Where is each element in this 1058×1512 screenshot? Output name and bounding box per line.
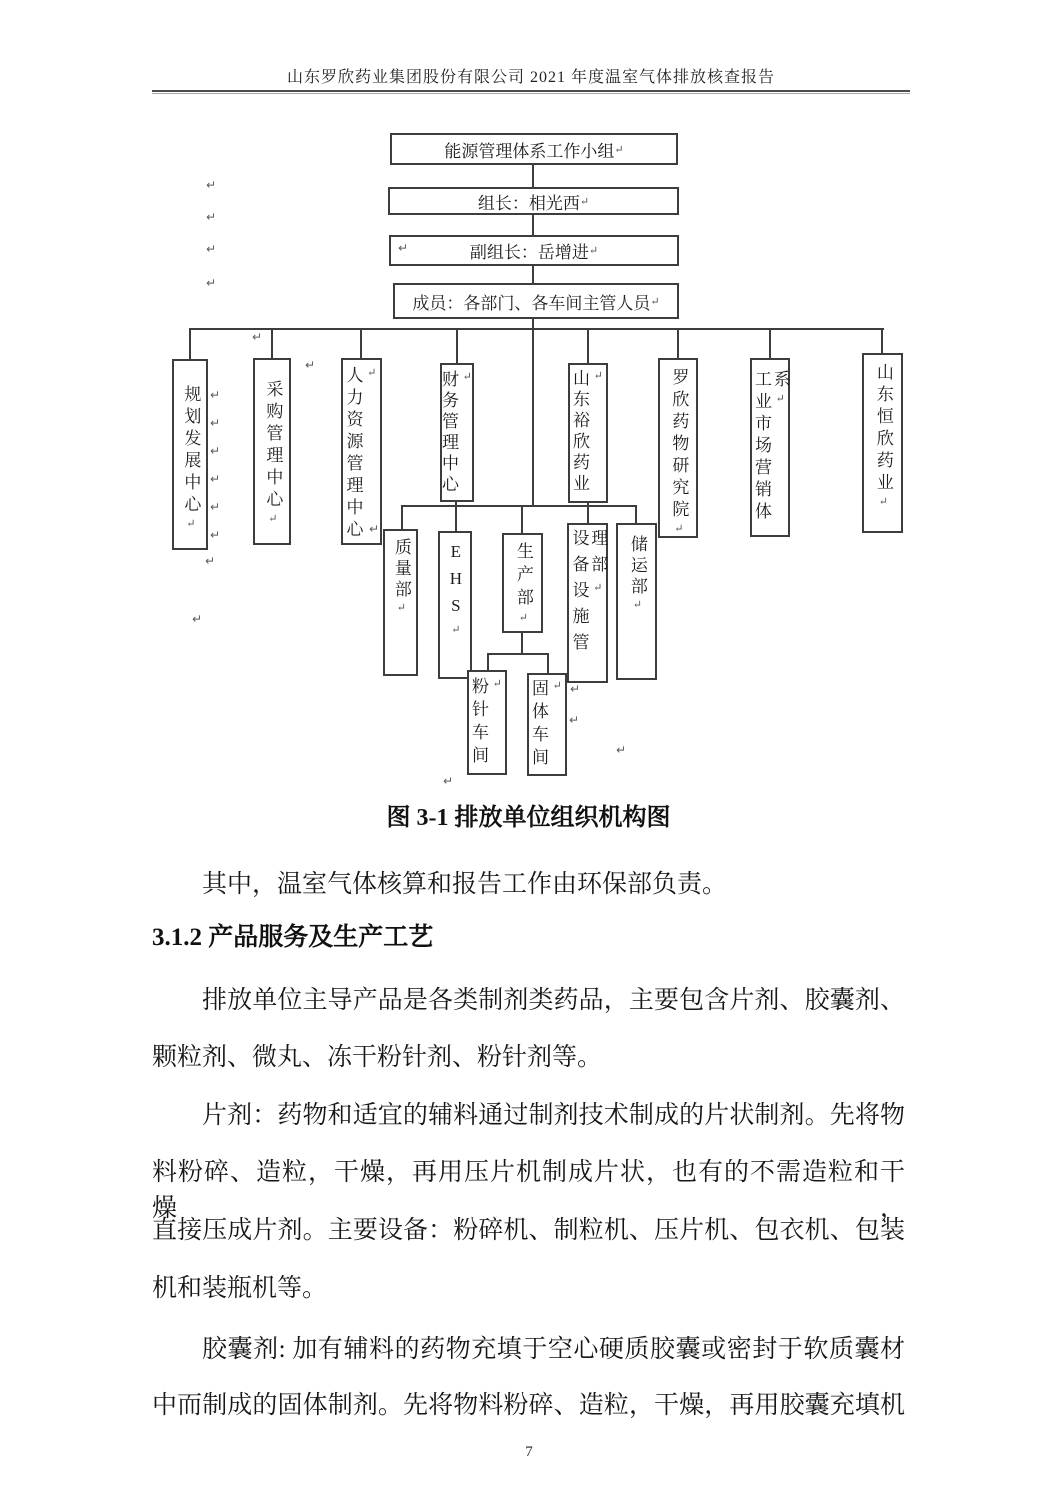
org-box-label: 副组长：岳增进: [469, 243, 589, 262]
paragraph-mark: ↵: [369, 522, 380, 536]
org-box-label: 罗欣药物研究院: [669, 368, 689, 522]
figure-caption: 图 3-1 排放单位组织机构图: [386, 805, 671, 831]
org-box-label: 财务管理中心: [439, 370, 458, 496]
paragraph-mark: ↵: [192, 612, 203, 626]
paragraph-mark: ↵: [616, 743, 627, 757]
paragraph-mark: ↵: [550, 679, 563, 692]
paragraph-mark: ↵: [516, 611, 529, 624]
connector-line: [521, 505, 523, 533]
paragraph-mark: ↵: [206, 276, 217, 290]
org-box-label: 山东裕欣药业: [570, 369, 589, 495]
paragraph-mark: ↵: [184, 517, 197, 530]
connector-line: [189, 328, 191, 359]
org-box-label: 粉针车间: [469, 677, 488, 769]
paragraph-mark: ↵: [876, 495, 889, 508]
paragraph-mark: ↵: [398, 241, 409, 255]
paragraph-mark: ↵: [460, 370, 473, 383]
paragraph-mark: ↵: [206, 178, 217, 192]
connector-line: [547, 653, 549, 673]
org-box-label: 固体车间: [529, 679, 548, 771]
paragraph-mark: ↵: [569, 713, 580, 727]
paragraph-tablets-line4: 机和装瓶机等。: [152, 1275, 328, 1302]
org-box-industrial-marketing: [750, 358, 790, 537]
connector-line: [587, 328, 589, 363]
connector-line: [401, 505, 403, 529]
paragraph-mark: ↵: [206, 242, 217, 256]
org-box-label: 规划发展中心: [181, 385, 201, 517]
paragraph-mark: ↵: [614, 143, 624, 156]
org-box-label: 生产部: [513, 542, 533, 611]
connector-line: [487, 653, 549, 655]
paragraph-mark: ↵: [443, 774, 454, 788]
paragraph-mark: ↵: [773, 392, 786, 405]
paragraph-mark: ↵: [205, 554, 216, 568]
paragraph-mark: ↵: [210, 472, 221, 486]
page-number: 7: [525, 1444, 533, 1460]
org-box-quality-dept: [383, 529, 418, 676]
paragraph-mark: ↵: [210, 388, 221, 402]
org-box-production-dept: [502, 533, 543, 633]
paragraph-intro: 其中，温室气体核算和报告工作由环保部负责。: [202, 871, 728, 898]
paragraph-mark: ↵: [672, 522, 685, 535]
header-rule-thin: [152, 93, 910, 94]
paragraph-mark: ↵: [588, 245, 599, 257]
org-box-deputy-leader: [389, 235, 679, 266]
section-heading: 3.1.2 产品服务及生产工艺: [152, 924, 434, 951]
paragraph-mark: ↵: [579, 195, 590, 208]
header-rule: [152, 90, 910, 92]
paragraph-mark: ↵: [591, 369, 604, 382]
paragraph-tablets-line2: 料粉碎、造粒，干燥，再用压片机制成片状，也有的不需造粒和干燥，: [152, 1159, 905, 1222]
org-box-storage-dept: [616, 523, 657, 680]
org-box-luoxin-research: [658, 358, 698, 538]
org-box-shandong-hengxin: [862, 353, 903, 533]
paragraph-mark: ↵: [252, 330, 263, 344]
org-box-powder-workshop: [467, 670, 507, 775]
paragraph-capsules-line1: 胶囊剂: 加有辅料的药物充填于空心硬质胶囊或密封于软质囊材: [202, 1336, 905, 1363]
connector-line: [532, 266, 534, 283]
connector-line: [532, 319, 534, 328]
org-box-members: [393, 283, 679, 319]
paragraph-mark: ↵: [591, 581, 604, 594]
org-box-solid-workshop: [527, 673, 567, 776]
paragraph-mark: ↵: [365, 366, 378, 379]
paragraph-mark: ↵: [305, 358, 316, 372]
connector-line: [271, 328, 273, 358]
connector-line: [881, 328, 883, 353]
header-title: 山东罗欣药业集团股份有限公司 2021 年度温室气体排放核查报告: [286, 69, 775, 86]
org-box-energy-group: [390, 133, 678, 165]
org-box-ehs: [438, 531, 472, 679]
org-box-label: 采购管理中心: [263, 380, 283, 512]
connector-line: [521, 632, 523, 653]
connector-line: [402, 505, 637, 507]
org-box-planning-center: [172, 359, 208, 550]
org-box-procurement-center: [253, 358, 291, 545]
org-box-label: 设备设施管理部: [569, 529, 608, 659]
org-box-hr-center: [341, 358, 382, 545]
org-box-equipment-dept: [567, 523, 608, 683]
paragraph-mark: ↵: [630, 598, 643, 611]
org-box-label: 工业市场营销体系: [752, 370, 790, 524]
connector-line: [360, 328, 362, 358]
paragraph-mark: ↵: [490, 677, 503, 690]
connector-line: [635, 505, 637, 523]
paragraph-tablets-line1: 片剂：药物和适宜的辅料通过制剂技术制成的片状制剂。先将物: [202, 1102, 905, 1129]
paragraph-mark: ↵: [394, 601, 407, 614]
paragraph-mark: ↵: [210, 528, 221, 542]
org-box-leader: [388, 187, 679, 215]
connector-line: [677, 328, 679, 358]
paragraph-mark: ↵: [206, 210, 217, 224]
paragraph-products-line1: 排放单位主导产品是各类制剂类药品，主要包含片剂、胶囊剂、: [202, 987, 905, 1014]
connector-line: [190, 328, 884, 330]
org-box-shandong-yuxin: [568, 363, 608, 503]
connector-line: [769, 328, 771, 358]
paragraph-mark: ↵: [210, 416, 221, 430]
org-box-label: 成员：各部门、各车间主管人员: [412, 293, 651, 313]
connector-line: [532, 165, 534, 187]
connector-line: [532, 328, 534, 506]
org-box-label: 人力资源管理中心: [343, 366, 363, 542]
connector-line: [587, 502, 589, 523]
org-box-label: 山东恒欣药业: [873, 363, 893, 495]
paragraph-mark: ↵: [650, 295, 660, 308]
paragraph-tablets-line3: 直接压成片剂。主要设备：粉碎机、制粒机、压片机、包衣机、包装: [152, 1217, 905, 1244]
org-box-label: EHS: [446, 542, 466, 623]
paragraph-mark: ↵: [210, 500, 221, 514]
connector-line: [455, 501, 457, 531]
paragraph-mark: ↵: [266, 512, 279, 525]
paragraph-mark: ↵: [449, 623, 462, 636]
org-box-label: 质量部: [391, 538, 411, 601]
paragraph-mark: ↵: [210, 444, 221, 458]
paragraph-products-line2: 颗粒剂、微丸、冻干粉针剂、粉针剂等。: [152, 1044, 603, 1071]
org-box-label: 能源管理体系工作小组: [444, 141, 615, 161]
org-box-finance-center: [440, 363, 474, 502]
org-box-label: 储运部: [627, 535, 647, 598]
connector-line: [532, 215, 534, 235]
org-box-label: 组长：相光西: [477, 193, 580, 213]
paragraph-mark: ↵: [570, 682, 581, 696]
paragraph-capsules-line2: 中而制成的固体制剂。先将物料粉碎、造粒，干燥，再用胶囊充填机: [152, 1392, 905, 1419]
connector-line: [456, 328, 458, 363]
connector-line: [487, 653, 489, 670]
